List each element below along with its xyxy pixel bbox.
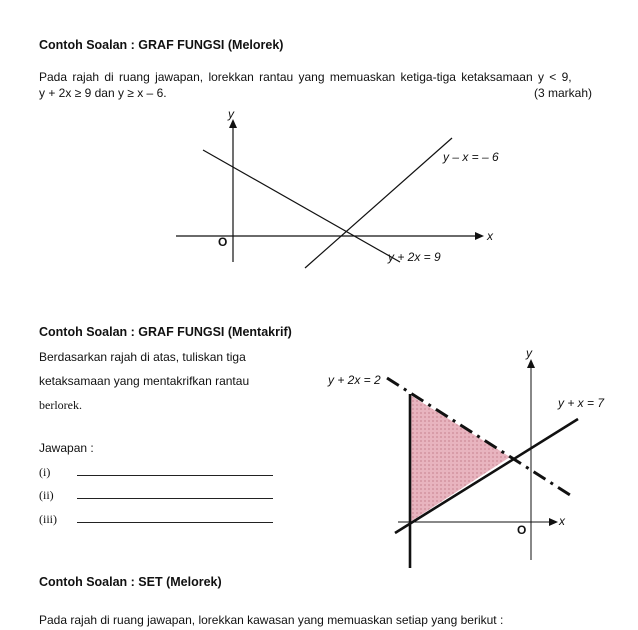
graph1-y-label: y	[228, 107, 234, 121]
answer-label-i: (i)	[39, 465, 51, 479]
graph2-y-arrow	[527, 359, 535, 368]
section3-text: Pada rajah di ruang jawapan, lorekkan kawasan yang memuaskan setiap yang berikut :	[39, 613, 504, 627]
answer-label-ii: (ii)	[39, 488, 54, 502]
graph1-line-b-label: y + 2x = 9	[388, 250, 441, 264]
section2-heading: Contoh Soalan : GRAF FUNGSI (Mentakrif)	[39, 325, 292, 339]
graph2-shaded-region	[410, 395, 510, 522]
graph1-origin-label: O	[218, 235, 228, 249]
graph2-y-label: y	[526, 346, 532, 360]
section1-marks: (3 markah)	[534, 86, 593, 100]
graph2-origin-label: O	[517, 523, 527, 537]
section2-prompt-line3: berlorek.	[39, 398, 82, 412]
section1-heading: Contoh Soalan : GRAF FUNGSI (Melorek)	[39, 38, 284, 52]
section3-heading: Contoh Soalan : SET (Melorek)	[39, 575, 222, 589]
graph2-dashed-line-label: y + 2x = 2	[328, 373, 381, 387]
answer-label-iii: (iii)	[39, 512, 57, 526]
section1-text-line1: Pada rajah di ruang jawapan, lorekkan rantau yang memuaskan ketiga-tiga ketaksamaan y < 9,	[39, 70, 572, 84]
section1-text-line2: y + 2x ≥ 9 dan y ≥ x – 6.	[39, 86, 167, 100]
section2-prompt-line2: ketaksamaan yang mentakrifkan rantau	[39, 374, 250, 388]
graph2-solid-line-label: y + x = 7	[558, 396, 605, 410]
graph1-x-label: x	[487, 229, 493, 243]
graph2-x-label: x	[559, 514, 565, 528]
graph2-x-arrow	[549, 518, 558, 526]
graph1-line-a-label: y – x = – 6	[443, 150, 499, 164]
section2-prompt-line1: Berdasarkan rajah di atas, tuliskan tiga	[39, 350, 246, 364]
section2-answer-label: Jawapan :	[39, 441, 94, 455]
